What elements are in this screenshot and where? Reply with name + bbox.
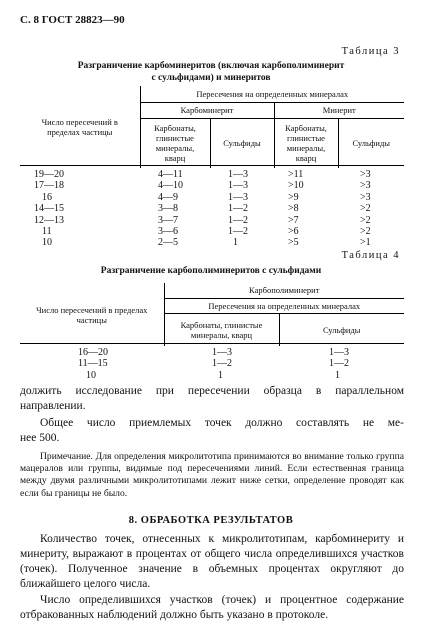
paragraph-line: нее 500. <box>20 432 60 444</box>
table3-cell: 1 <box>233 237 238 249</box>
table3-title <box>20 60 402 84</box>
table3-cell: 17—18 <box>34 180 64 192</box>
table4-cell: 1 <box>218 369 223 381</box>
table4-cell: 1—2 <box>329 358 349 370</box>
table3-cell: 1—2 <box>228 214 248 226</box>
table3-cell: 4—10 <box>158 180 183 192</box>
table3-cell: 1—2 <box>228 203 248 215</box>
table3-cell: 11 <box>42 226 52 237</box>
table3-header <box>20 86 404 168</box>
table3-cell: >11 <box>288 169 304 180</box>
table3-cell: >2 <box>360 214 371 226</box>
table3-title-line1: Разграничение карбоминеритов (включая карбополиминерит <box>77 61 345 71</box>
table4-cell: 1—3 <box>212 347 232 358</box>
table3-sub-minerite: Минерит <box>274 102 404 118</box>
table4-cell: 1—3 <box>329 347 349 358</box>
table3-sub-carbominerite: Карбоминерит <box>140 102 274 118</box>
table3-cell: >3 <box>360 180 371 192</box>
table4-rule <box>20 343 404 344</box>
table3-cell: 2—5 <box>158 237 178 249</box>
page-header: С. 8 ГОСТ 28823—90 <box>20 14 125 26</box>
table4-cell: 1 <box>335 369 340 381</box>
table3-cell: 3—6 <box>158 226 178 237</box>
table4-cell: 1—2 <box>212 358 232 370</box>
table4-col-intersections: Число пересечений в пределах частицы <box>20 283 164 346</box>
table3-rule <box>20 165 404 166</box>
paragraph-line: должить исследование при пересечении образца в параллельном <box>20 385 404 397</box>
table3-label: Таблица 3 <box>341 46 400 57</box>
table4-col-carbonates: Карбонаты, глинистые минералы, кварц <box>164 313 279 346</box>
paragraph-protocol: Число определившихся участков (точек) и процентное содержание отбракованных наблюдений должно быть указано в протоколе. <box>20 594 404 621</box>
table3-cell: >1 <box>360 237 371 249</box>
table3-cell: 1—3 <box>228 180 248 192</box>
table3-cell: 19—20 <box>34 169 64 180</box>
table3-cell: >2 <box>360 226 371 237</box>
table4-header <box>20 283 404 346</box>
table4-group-header: Карбополиминерит <box>164 283 404 298</box>
table3-col-sulfides-2: Сульфиды <box>352 138 391 149</box>
table3-cell: >2 <box>360 203 371 215</box>
table4-title: Разграничение карбополиминеритов с сульфидами <box>100 266 322 276</box>
table3-cell: 12—13 <box>34 214 64 226</box>
table3-group-header: Пересечения на определенных минералах <box>140 86 404 102</box>
table3-cell: 4—11 <box>158 169 183 180</box>
table3-col-sulfides-1: Сульфиды <box>210 118 274 168</box>
table4-cell: 11—15 <box>78 358 108 370</box>
table3-cell: >6 <box>288 226 299 237</box>
table3-cell: 3—7 <box>158 214 178 226</box>
table3-cell: 3—8 <box>158 203 178 215</box>
table3-cell: 16 <box>42 191 52 203</box>
table3-col-intersections: Число пересечений в пределах частицы <box>20 86 140 168</box>
table3-col-carbonates-1: Карбонаты, глинистые минералы, кварц <box>140 118 210 168</box>
table3-cell: 14—15 <box>34 203 64 215</box>
table3-col-carbonates-2: Карбонаты, глинистые минералы, кварц <box>274 118 338 168</box>
paragraph-continuation <box>20 384 404 414</box>
paragraph-min-points <box>20 416 404 446</box>
table3-title-line2: с сульфидами) и минеритов <box>151 73 271 83</box>
table3-cell: >8 <box>288 203 299 215</box>
section-title: 8. ОБРАБОТКА РЕЗУЛЬТАТОВ <box>128 515 294 526</box>
table3-cell: 1—3 <box>228 169 248 180</box>
table3-cell: >3 <box>360 169 371 180</box>
table4-cell: 16—20 <box>78 347 108 358</box>
table3-cell: >3 <box>360 191 371 203</box>
table4-sub-header: Пересечения на определенных минералах <box>164 298 404 313</box>
table4-col-sulfides: Сульфиды <box>322 324 361 335</box>
table4-cell: 10 <box>86 369 96 381</box>
table3-cell: 4—9 <box>158 191 178 203</box>
table3-cell: 10 <box>42 237 52 249</box>
table3-cell: 1—3 <box>228 191 248 203</box>
note-paragraph: Примечание. Для определения микролитотипа принимаются во внимание только группа мацералов или группы, видимые под пересечениями линий. Если естественная граница между двумя различными микролитотипами лежит ниже сетки, определение проводят как если бы границы не было. <box>20 451 404 499</box>
table3-cell: >10 <box>288 180 304 192</box>
paragraph-results: Количество точек, отнесенных к микролитотипам, карбоминериту и минериту, выражают в процентах от общего числа определившихся участков (точек). Полученное значение в объемных процентах округляют до ближайшего целого числа. <box>20 533 404 590</box>
table3-cell: 1—2 <box>228 226 248 237</box>
table3-cell: >5 <box>288 237 299 249</box>
table4-label: Таблица 4 <box>341 250 400 261</box>
paragraph-line: направлении. <box>20 400 86 412</box>
paragraph-line: Общее число приемлемых точек должно составлять не ме- <box>40 417 404 429</box>
table3-cell: >7 <box>288 214 299 226</box>
table3-cell: >9 <box>288 191 299 203</box>
